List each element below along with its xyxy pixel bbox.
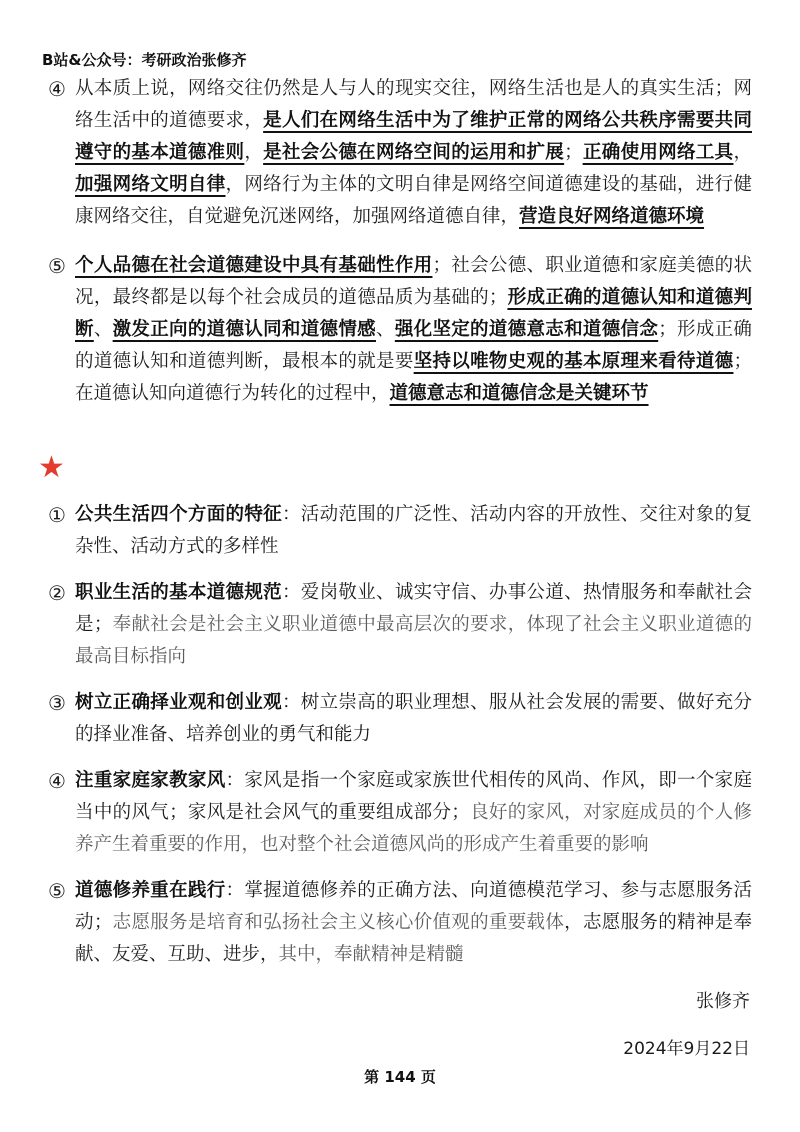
item-text [75,687,752,751]
list-item [48,250,752,410]
item-text [75,73,752,233]
key-point-underlined: 是社会公德在网络空间的运用和扩展 [263,142,565,163]
term-heading: 道德修养重在践行 [75,880,226,901]
date-line: 2024年9月22日 [623,1039,750,1059]
item-text [75,499,752,563]
item-number: ① [48,503,66,527]
body-text: ：掌握道德修养的正确方法、向道德模范学习、参与志愿服务活动； [75,880,752,933]
page-number: 第 144 页 [364,1068,436,1086]
note-text: 其中，奉献精神是精髓 [278,944,464,965]
key-point-underlined: 坚持以唯物史观的基本原理来看待道德 [413,351,734,372]
term-heading: 职业生活的基本道德规范 [75,582,282,603]
list-item [48,765,752,861]
red-star-icon: ★ [38,450,65,485]
key-points-list [48,499,752,971]
list-item [48,73,752,233]
key-point-underlined: 加强网络文明自律 [75,174,226,195]
note-text: 志愿服务是培育和弘扬社会主义核心价值观的重要载体 [112,912,565,933]
body-text: ；形成正确的道德认知和道德判断，最根本的就是要 [75,319,752,372]
source-header: B站&公众号：考研政治张修齐 [42,51,247,69]
item-number: ② [48,581,66,605]
list-item [48,577,752,673]
list-item [48,499,752,563]
body-text: ；社会公德、职业道德和家庭美德的状况，最终都是以每个社会成员的道德品质为基础的； [75,255,752,308]
note-text: 奉献社会是社会主义职业道德中最高层次的要求，体现了社会主义职业道德的最高目标指向 [75,614,752,667]
body-text: ； [564,142,583,163]
key-point-underlined: 形成正确的道德认知和道德判断 [75,287,752,340]
key-point-underlined: 营造良好网络道德环境 [519,206,705,227]
item-number: ③ [48,691,66,715]
term-heading: 公共生活四个方面的特征 [75,504,282,525]
body-text: 、 [93,319,113,340]
term-heading: 注重家庭家教家风 [75,770,226,791]
item-number: ④ [48,77,66,101]
body-text: ：活动范围的广泛性、活动内容的开放性、交往对象的复杂性、活动方式的多样性 [75,504,752,557]
author-signature: 张修齐 [696,991,750,1012]
key-point-underlined: 是人们在网络生活中为了维护正常的网络公共秩序需要共同遵守的基本道德准则 [75,110,752,163]
key-point-underlined: 道德意志和道德信念是关键环节 [389,383,649,404]
body-text: ， [244,142,264,163]
key-point-underlined: 个人品德在社会道德建设中具有基础性作用 [75,255,433,276]
list-item [48,875,752,971]
item-text [75,765,752,861]
key-point-underlined: 正确使用网络工具 [582,142,734,163]
body-text: ：树立崇高的职业理想、服从社会发展的需要、做好充分的择业准备、培养创业的勇气和能力 [75,692,752,745]
key-point-underlined: 激发正向的道德认同和道德情感 [112,319,376,340]
item-text [75,250,752,410]
body-text: ；在道德认知向道德行为转化的过程中， [75,351,752,404]
body-text: 从本质上说，网络交往仍然是人与人的现实交往，网络生活也是人的真实生活；网络生活中的道德要求， [75,78,752,131]
numbered-points-continued [48,73,752,410]
key-point-underlined: 强化坚定的道德意志和道德信念 [394,319,659,340]
term-heading: 树立正确择业观和创业观 [75,692,282,713]
body-text: ， [733,142,752,163]
item-number: ⑤ [48,254,66,278]
body-text: ，志愿服务的精神是奉献、友爱、互助、进步， [75,912,752,965]
item-number: ⑤ [48,879,66,903]
body-text: ：爱岗敬业、诚实守信、办事公道、热情服务和奉献社会是； [75,582,752,635]
body-text: ：家风是指一个家庭或家族世代相传的风尚、作风，即一个家庭当中的风气；家风是社会风气的重要组成部分； [75,770,752,823]
note-text: 良好的家风，对家庭成员的个人修养产生着重要的作用，也对整个社会道德风尚的形成产生着重要的影响 [75,802,752,855]
item-number: ④ [48,769,66,793]
item-text [75,577,752,673]
body-text: 、 [376,319,395,340]
item-text [75,875,752,971]
body-text: ，网络行为主体的文明自律是网络空间道德建设的基础，进行健康网络交往，自觉避免沉迷网络，加强网络道德自律， [75,174,752,227]
list-item [48,687,752,751]
